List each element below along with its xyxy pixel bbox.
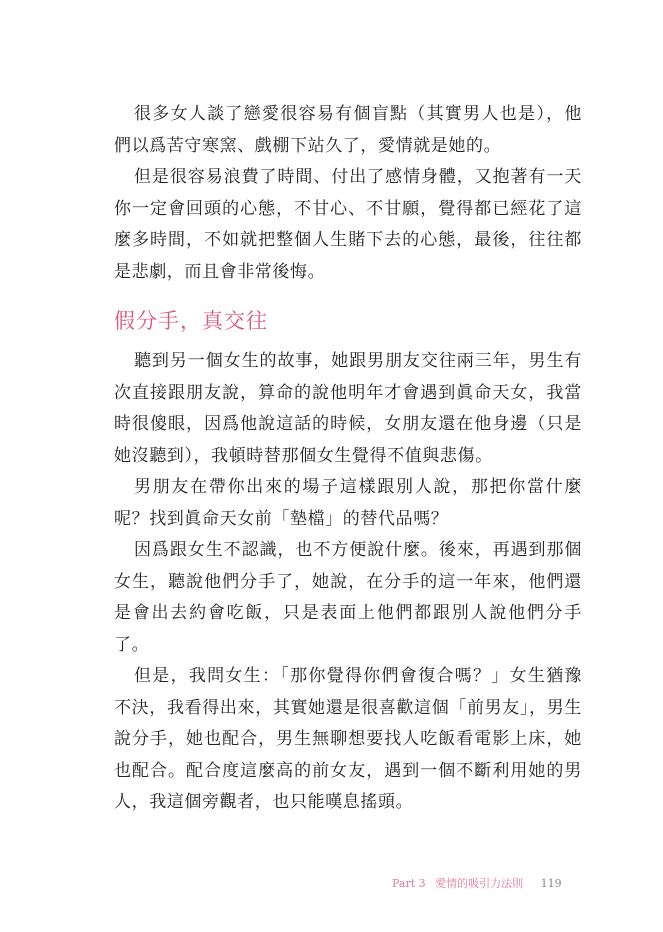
footer-chapter-title: 愛情的吸引力法則 bbox=[435, 877, 524, 890]
paragraph: 很多女人談了戀愛很容易有個盲點（其實男人也是），他們以爲苦守寒窯、戲棚下站久了，愛情就是她的。 bbox=[114, 104, 582, 156]
running-footer bbox=[392, 875, 562, 891]
paragraph: 但是，我問女生：「那你覺得你們會復合嗎？」女生猶豫不決，我看得出來，其實她還是很喜歡這個「前男友」，男生說分手，她也配合，男生無聊想要找人吃飯看電影上床，她也配合。配合度這麼高的前女友，遇到一個不斷利用她的男人，我這個旁觀者，也只能嘆息搖頭。 bbox=[114, 666, 582, 812]
section-heading: 假分手，真交往 bbox=[114, 309, 268, 333]
paragraph: 但是很容易浪費了時間、付出了感情身體，又抱著有一天你一定會回頭的心態，不甘心、不甘願，覺得都已經花了這麼多時間，不如就把整個人生賭下去的心態，最後，往往都是悲劇，而且會非常後悔。 bbox=[114, 167, 582, 282]
footer-part: Part 3 bbox=[392, 877, 426, 890]
paragraph: 聽到另一個女生的故事，她跟男朋友交往兩三年，男生有次直接跟朋友說，算命的說他明年才會遇到眞命天女，我當時很傻眼，因爲他說這話的時候，女朋友還在他身邊（只是她沒聽到），我頓時替那個女生覺得不值與悲傷。 bbox=[114, 351, 582, 466]
intro-text bbox=[114, 99, 582, 288]
paragraph: 因爲跟女生不認識，也不方便說什麼。後來，再遇到那個女生，聽說他們分手了，她說，在分手的這一年來，他們還是會出去約會吃飯，只是表面上他們都跟別人說他們分手了。 bbox=[114, 540, 582, 655]
paragraph: 男朋友在帶你出來的場子這樣跟別人說，那把你當什麼呢？找到眞命天女前「墊檔」的替代品嗎？ bbox=[114, 477, 582, 529]
section-text bbox=[114, 346, 582, 819]
page-number: 119 bbox=[540, 877, 562, 890]
